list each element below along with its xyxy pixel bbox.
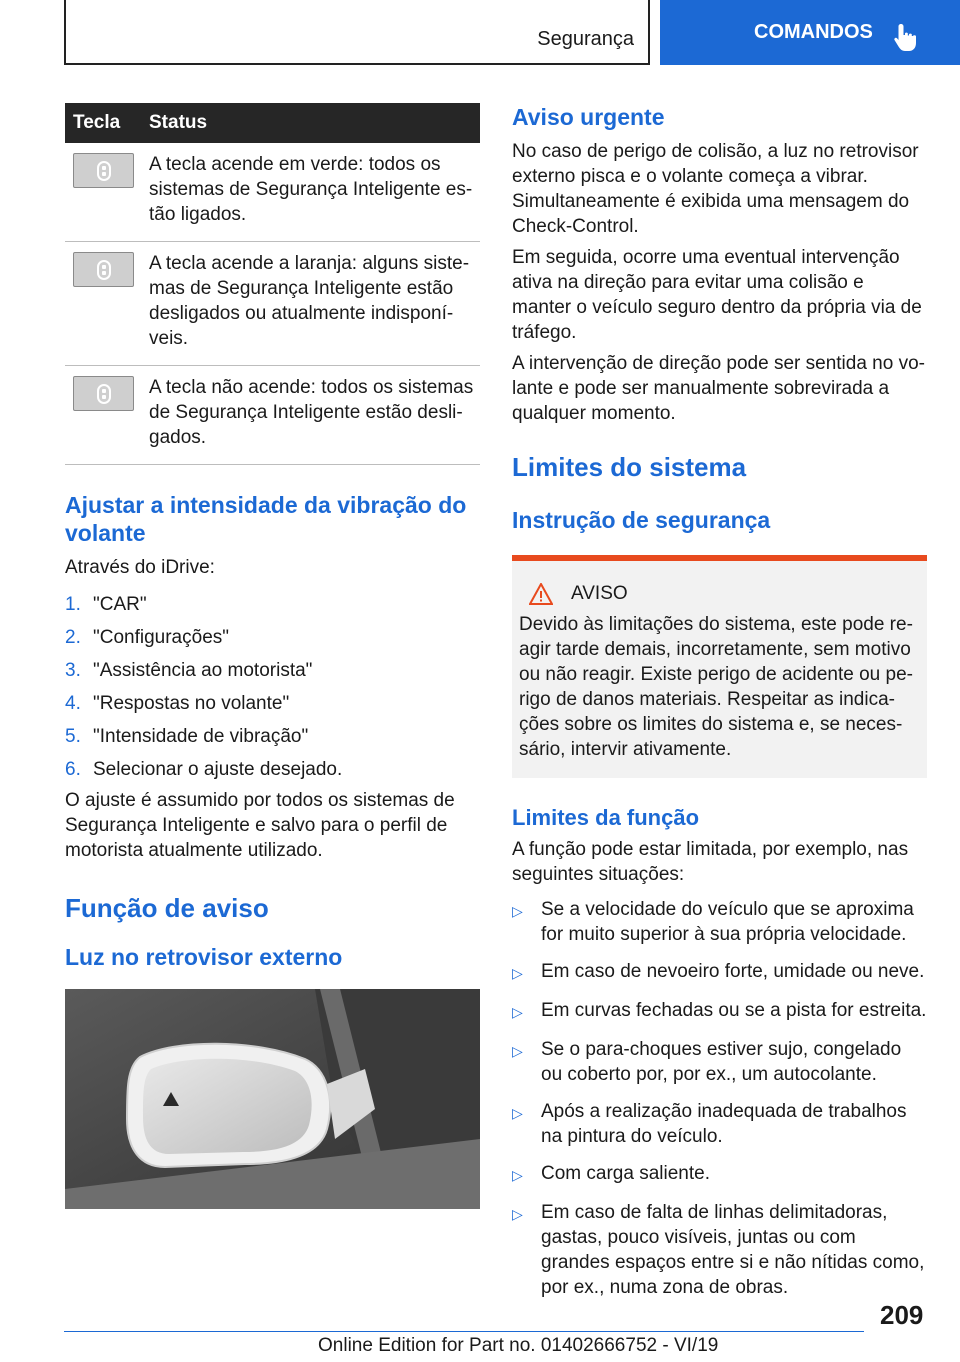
function-limits-heading: Limites da função (512, 805, 700, 830)
function-limits-intro: A função pode estar limitada, por exemplo, nas seguintes situações: (512, 839, 909, 885)
table-header-key: Tecla (65, 103, 145, 143)
header-section-title: Segurança (537, 28, 634, 50)
warning-text: Devido às limitações do sistema, este pode reagir tarde demais, incorretamente, sem motivo ou não reagir. Existe perigo de acidente ou perigo de danos materiais. Respeitar as indicações sobre os limites do sistema e, se necessário, intervir ativamente. (519, 614, 913, 760)
list-item: ▷ Em curvas fechadas ou se a pista for estreita. (512, 998, 927, 1025)
safety-instruction-heading: Instrução de segurança (512, 507, 771, 533)
urgent-paragraph-2: Em seguida, ocorre uma eventual intervenção ativa na direção para evitar uma colisão e manter o veículo seguro dentro da própria via de tráfego. (512, 247, 922, 343)
bullet-triangle-icon: ▷ (512, 965, 523, 981)
safety-key-icon (73, 252, 134, 287)
footer-edition: Online Edition for Part no. 01402666752 - VI/19 (318, 1335, 719, 1356)
side-mirror-illustration (65, 989, 480, 1209)
key-status-table (65, 103, 480, 465)
safety-key-icon (73, 153, 134, 188)
bullet-triangle-icon: ▷ (512, 1004, 523, 1020)
list-item: ▷ Se a velocidade do veículo que se aproxima for muito superior à sua própria velocidade. (512, 899, 914, 945)
table-cell-status: A tecla não acende: todos os sistemas de Segurança Inteligente estão desligados. (145, 366, 480, 465)
table-row (65, 143, 480, 242)
warning-function-heading: Função de aviso (65, 893, 269, 923)
right-column (512, 103, 927, 1312)
warning-box (512, 555, 927, 778)
list-item: ▷ Após a realização inadequada de trabalhos na pintura do veículo. (512, 1101, 907, 1147)
list-item: 2. "Configurações" (65, 627, 230, 648)
list-item: 3. "Assistência ao motorista" (65, 660, 313, 681)
bullet-triangle-icon: ▷ (512, 903, 523, 919)
table-cell-status: A tecla acende a laranja: alguns sistemas de Segurança Inteligente estão desligados ou atualmente indisponíveis. (145, 242, 480, 366)
list-item: 4. "Respostas no volante" (65, 693, 290, 714)
list-item: ▷ Em caso de falta de linhas delimitadoras, gastas, pouco visíveis, juntas ou com grandes espaços entre si e não nítidas como, por ex., numa zona de obras. (512, 1202, 925, 1298)
list-item: 5. "Intensidade de vibração" (65, 726, 309, 747)
safety-key-icon (73, 376, 134, 411)
vibration-note: O ajuste é assumido por todos os sistemas de Segurança Inteligente e salvo para o perfil de motorista atualmente utilizado. (65, 790, 455, 861)
vibration-steps (65, 592, 480, 782)
table-row (65, 242, 480, 366)
hand-pointer-icon (892, 22, 918, 52)
urgent-paragraph-3: A intervenção de direção pode ser sentida no volante e pode ser manualmente sobrevirada a qualquer momento. (512, 353, 925, 424)
warning-title: AVISO (571, 583, 628, 604)
header-chapter-tab[interactable] (660, 0, 960, 65)
vibration-heading: Ajustar a intensidade da vibração do volante (65, 492, 467, 546)
mirror-light-heading: Luz no retrovisor externo (65, 944, 343, 970)
bullet-triangle-icon: ▷ (512, 1105, 523, 1121)
footer-divider (64, 1331, 864, 1332)
function-limits-list (512, 897, 927, 1300)
list-item: 1. "CAR" (65, 594, 147, 615)
table-header-status: Status (145, 103, 480, 143)
list-item: ▷ Em caso de nevoeiro forte, umidade ou neve. (512, 959, 927, 986)
list-item: 6. Selecionar o ajuste desejado. (65, 759, 343, 780)
page-number: 209 (880, 1300, 924, 1330)
urgent-paragraph-1: No caso de perigo de colisão, a luz no retrovisor externo pisca e o volante começa a vibrar. Simultaneamente é exibida uma mensagem do Check-Control. (512, 141, 919, 237)
table-cell-status: A tecla acende em verde: todos os sistemas de Segurança Inteligente estão ligados. (145, 143, 480, 242)
bullet-triangle-icon: ▷ (512, 1167, 523, 1183)
list-item: ▷ Com carga saliente. (512, 1161, 927, 1188)
vibration-intro: Através do iDrive: (65, 557, 215, 578)
left-column (65, 103, 480, 1209)
limits-heading: Limites do sistema (512, 452, 747, 482)
list-item: ▷ Se o para-choques estiver sujo, congelado ou coberto por, por ex., um autocolante. (512, 1039, 902, 1085)
bullet-triangle-icon: ▷ (512, 1043, 523, 1059)
table-row (65, 366, 480, 465)
urgent-heading: Aviso urgente (512, 104, 665, 130)
warning-triangle-icon (529, 583, 553, 605)
bullet-triangle-icon: ▷ (512, 1206, 523, 1222)
header-chapter-label: COMANDOS (754, 21, 873, 43)
